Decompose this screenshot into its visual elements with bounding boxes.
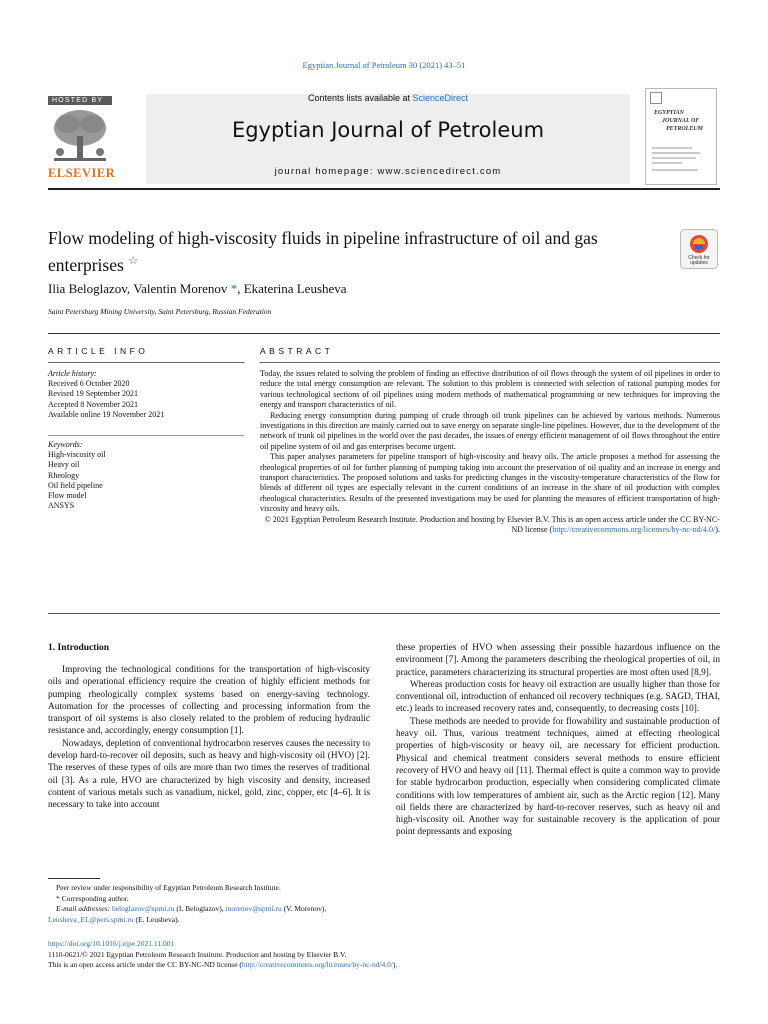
journal-title: Egyptian Journal of Petroleum — [231, 118, 545, 142]
abstract-divider — [260, 362, 720, 363]
body-paragraph: These methods are needed to provide for flowability and sustainable production of heavy oil. Thus, various treatment techniques, aimed at effecting rheological properties of high-viscosity or heavy oil, are necessary for efficient production. Physical and chemical treatment considers several methods to ensure efficient recovery of HVO and heavy oil [11]. Thermal effect is quite a common way to provide for stable hydrocarbon production, especially when considering complicated climate conditions with low temperatures of ambient air, such as the Arctic region [12]. Many oil fields there are characterized by hard-to-recover reserves, such as heavy oil and high-viscosity oil. Another way for sustainable recovery is the application of pour point depressants and exposing — [396, 716, 720, 838]
cover-title-line: EGYPTIAN — [654, 110, 684, 116]
affiliation: Saint Petersburg Mining University, Saint Petersburg, Russian Federation — [48, 307, 272, 316]
article-info-heading: ARTICLE INFO — [48, 346, 149, 356]
article-title-text: Flow modeling of high-viscosity fluids in pipeline infrastructure of oil and gas enterprises — [48, 228, 598, 275]
abstract-copyright: © 2021 Egyptian Petroleum Research Institute. Production and hosting by Elsevier B.V. This is an open access article under the CC BY-NC-ND license (http://creativecommons.org/licenses/by-nc-nd/4.0/). — [264, 514, 720, 535]
body-column-right — [396, 642, 720, 839]
keywords-list — [48, 440, 244, 511]
contents-prefix: Contents lists available at — [307, 93, 413, 103]
footnote-divider — [48, 878, 100, 879]
keyword-item: ANSYS — [48, 501, 75, 511]
authors-part-a: Ilia Beloglazov, Valentin Morenov — [48, 281, 228, 296]
article-title — [48, 227, 638, 277]
email-addresses: E-mail addresses: beloglazov@spmi.ru (I. Beloglazov), morenov@spmi.ru (V. Morenov), Leusheva_EL@pers.spmi.ru (E. Leusheva). — [48, 904, 327, 924]
cover-title-line: PETROLEUM — [666, 126, 704, 132]
check-for-updates-badge[interactable] — [680, 229, 718, 269]
contents-available-line — [146, 93, 630, 103]
sciencedirect-link[interactable]: ScienceDirect — [412, 93, 469, 103]
keyword-item: Flow model — [48, 491, 87, 501]
issn-line: 1110-0621/© 2021 Egyptian Petroleum Research Institute. Production and hosting by Elsevier B.V. — [48, 949, 347, 959]
history-item: Received 6 October 2020 — [48, 379, 130, 389]
doi-link[interactable]: https://doi.org/10.1016/j.ejpe.2021.11.001 — [48, 939, 175, 948]
corresponding-author-mark[interactable]: * — [227, 281, 238, 296]
affiliation-divider — [48, 333, 720, 334]
abstract-paragraph: Reducing energy consumption during pumping of crude through oil trunk pipelines can be achieved by various methods. Numerous investigations in this direction are mainly carried out to save energy on separate single-line pipelines. However, due to the development of the network of trunk oil pipelines in the world over the past decades, the issues of energy efficient management of oil flows throughout the entire oil pipeline system of oil and gas enterprises become urgent. — [260, 410, 720, 451]
journal-reference-link[interactable]: Egyptian Journal of Petroleum 30 (2021) 43–51 — [302, 60, 466, 70]
history-item: Accepted 8 November 2021 — [48, 399, 138, 409]
license-link[interactable]: http://creativecommons.org/licenses/by-nc-nd/4.0/ — [552, 525, 716, 535]
body-paragraph: Whereas production costs for heavy oil extraction are usually higher than those for conventional oil, introduction of enhanced oil recovery techniques (e.g. SAGD, THAI, etc.) leads to increased recovery rates and, consequently, to decreasing costs [10]. — [396, 679, 720, 715]
title-footnote-star-icon[interactable]: ☆ — [128, 255, 139, 267]
check-for-updates-label: Check for updates — [688, 255, 710, 266]
history-item: Revised 19 September 2021 — [48, 389, 138, 399]
email-link[interactable]: morenov@spmi.ru — [225, 904, 282, 913]
abstract-bottom-divider — [48, 613, 720, 614]
keyword-item: High-viscosity oil — [48, 450, 106, 460]
keywords-divider — [48, 435, 244, 436]
header-divider — [48, 188, 720, 190]
footnotes — [48, 883, 370, 925]
keyword-item: Oil field pipeline — [48, 480, 103, 490]
email-link[interactable]: Leusheva_EL@pers.spmi.ru — [48, 914, 134, 924]
cover-title-line: JOURNAL OF — [662, 118, 700, 124]
open-access-line: This is an open access article under the CC BY-NC-ND license (http://creativecommons.org/licenses/by-nc-nd/4.0/). — [48, 960, 398, 970]
history-label: Article history: — [48, 369, 97, 378]
keyword-item: Heavy oil — [48, 460, 80, 470]
email-link[interactable]: beloglazov@spmi.ru — [111, 904, 175, 913]
history-item: Available online 19 November 2021 — [48, 409, 165, 419]
keyword-item: Rheology — [48, 470, 80, 480]
elsevier-wordmark: ELSEVIER — [48, 166, 116, 180]
body-paragraph: these properties of HVO when assessing their possible hazardous influence on the environment [7]. Among the parameters describing the rheological properties of oil, in practice, parameters characterizing its structural properties are most often used [8,9]. — [396, 643, 720, 678]
abstract-paragraph: Today, the issues related to solving the problem of finding an effective distribution of oil flows through the system of oil pipelines in order to reduce the total energy consumption are relevant. The solution to this problem is connected with selection of rational pumping modes for various technological sections of oil pipelines using modern methods of mathematical programming or new techniques for improving the energy and transport characteristics of oil. — [260, 369, 720, 410]
article-info-divider — [48, 362, 244, 363]
section-heading-introduction: 1. Introduction — [48, 643, 110, 653]
authors-part-b: , Ekaterina Leusheva — [237, 281, 347, 296]
publication-footer — [48, 939, 720, 971]
hosted-by-label: HOSTED BY — [48, 96, 112, 105]
author-list — [48, 281, 347, 297]
cover-emblem-icon — [650, 92, 662, 104]
journal-cover-thumbnail[interactable] — [645, 88, 717, 185]
abstract-body — [260, 369, 720, 536]
journal-homepage[interactable]: journal homepage: www.sciencedirect.com — [274, 166, 502, 177]
article-history — [48, 369, 244, 420]
body-paragraph: Nowadays, depletion of conventional hydrocarbon reserves causes the necessity to develop hard-to-recover oil deposits, such as heavy and high-viscosity oil (HVO) [2]. The reserves of these types of oils are more than two times the reserves of traditional oil [3]. As a rule, HVO are characterized by high viscosity and density, increased content of various metals such as vanadium, nickel, gold, zinc, copper, etc [4–6]. It is necessary to take into account — [48, 738, 370, 811]
body-column-left — [48, 664, 370, 812]
peer-review-note: Peer review under responsibility of Egyptian Petroleum Research Institute. — [56, 883, 281, 892]
corresponding-author-note: * Corresponding author. — [56, 893, 129, 903]
abstract-paragraph: This paper analyses parameters for pipeline transport of high-viscosity and heavy oils. The article proposes a method for assessing the rheological properties of oil for further planning of pumping taking into account the preservation of oil quality and an increase in energy and transport characteristics. The proposed solutions and tasks for predicting changes in the viscosity-temperature characteristics of the flow for blends of different oil types are especially relevant in the current conditions of an increase in the share of oil production with complex rheological characteristics. Results of the presented investigations may be used for planning the measures of efficient transportation of high-viscosity and heavy oils. — [260, 452, 720, 514]
keywords-label: Keywords: — [48, 440, 83, 449]
abstract-heading: ABSTRACT — [260, 346, 334, 356]
license-link[interactable]: http://creativecommons.org/licenses/by-nc-nd/4.0/ — [241, 960, 393, 970]
body-paragraph: Improving the technological conditions for the transportation of high-viscosity oils and operational efficiency require the creation of highly efficient methods for pumping rheologically complex systems based on energy-saving technology. Automation for the processes of collecting and processing information from the transport of oil systems is also closely related to the problem of reducing hydraulic resistance and, accordingly, energy consumption [1]. — [48, 665, 370, 737]
